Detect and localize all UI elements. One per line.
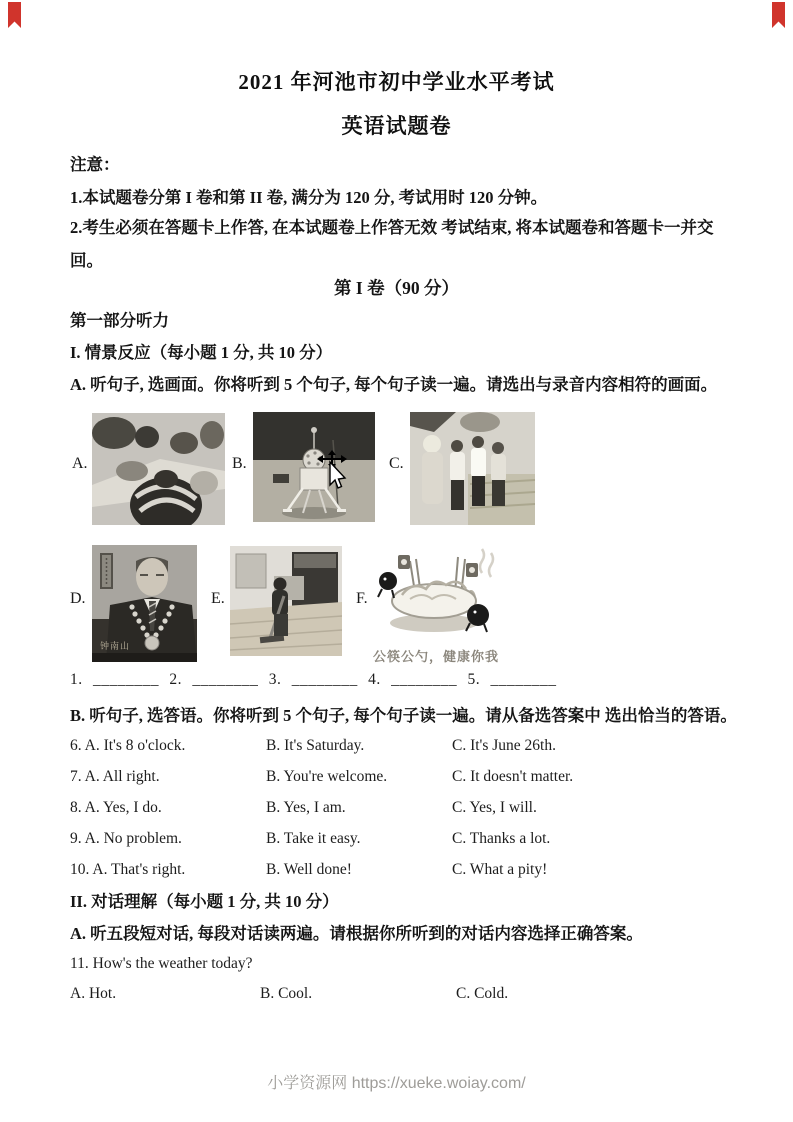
option-a: A. Hot. (70, 985, 117, 1002)
question-row-10 (70, 861, 730, 879)
picture-a-photo (92, 413, 225, 525)
picture-label-f: F. (356, 590, 368, 607)
picture-b-photo (253, 412, 375, 522)
answer-blanks: 1. ________ 2. ________ 3. ________ 4. ________ 5. ________ (70, 671, 557, 688)
option-b: B. Yes, I am. (266, 799, 346, 816)
picture-e-photo (230, 546, 342, 656)
option-a: 7. A. All right. (70, 768, 160, 785)
option-b: B. Well done! (266, 861, 352, 878)
picture-label-b: B. (232, 455, 247, 472)
option-a: 9. A. No problem. (70, 830, 182, 847)
picture-f-illustration (370, 543, 502, 643)
section1a-instruction: A. 听句子, 选画面。你将听到 5 个句子, 每个句子读一遍。请选出与录音内容相符的画面。 (70, 375, 718, 394)
corner-bookmark-icon (770, 2, 787, 32)
option-b: B. It's Saturday. (266, 737, 365, 754)
notice-label: 注意： (70, 155, 120, 174)
mouse-cursor-icon (317, 450, 347, 490)
option-c: C. It's June 26th. (452, 737, 556, 754)
question-row-7 (70, 768, 730, 786)
option-a: 8. A. Yes, I do. (70, 799, 162, 816)
option-b: B. Take it easy. (266, 830, 361, 847)
picture-label-c: C. (389, 455, 404, 472)
picture-f-caption: 公筷公勺，健康你我 (372, 649, 499, 664)
option-c: C. Yes, I will. (452, 799, 537, 816)
footer-watermark[interactable]: 小学资源网 https://xueke.woiay.com/ (267, 1075, 526, 1092)
question-row-6 (70, 737, 730, 755)
question-11-options (70, 985, 730, 1003)
page-title: 2021 年河池市初中学业水平考试 (238, 70, 555, 94)
picture-d (92, 545, 197, 662)
picture-d-signature: 钟南山 (100, 641, 131, 651)
option-a: 6. A. It's 8 o'clock. (70, 737, 186, 754)
picture-label-e: E. (211, 590, 225, 607)
picture-label-d: D. (70, 590, 86, 607)
corner-bookmark-icon (6, 2, 23, 32)
option-b: B. You're welcome. (266, 768, 388, 785)
section1-title: I. 情景反应（每小题 1 分, 共 10 分） (70, 343, 333, 362)
section1b-instruction: B. 听句子, 选答语。你将听到 5 个句子, 每个句子读一遍。请从备选答案中 选出恰当的答语。 (70, 706, 737, 725)
option-c: C. Cold. (456, 985, 509, 1002)
question-row-8 (70, 799, 730, 817)
paper-subtitle: 英语试题卷 (341, 114, 452, 138)
picture-c-photo (410, 412, 535, 525)
option-c: C. It doesn't matter. (452, 768, 574, 785)
section2-title: II. 对话理解（每小题 1 分, 共 10 分） (70, 892, 339, 911)
picture-f (370, 543, 502, 665)
option-c: C. Thanks a lot. (452, 830, 551, 847)
option-a: 10. A. That's right. (70, 861, 186, 878)
picture-e (230, 546, 342, 656)
part1-header: 第 I 卷（90 分） (334, 278, 459, 298)
picture-a (92, 413, 225, 525)
option-b: B. Cool. (260, 985, 313, 1002)
picture-c (410, 412, 535, 525)
notice-item-1: 1.本试题卷分第 I 卷和第 II 卷, 满分为 120 分, 考试用时 120 分钟。 (70, 188, 548, 207)
section2a-instruction: A. 听五段短对话, 每段对话读两遍。请根据你所听到的对话内容选择正确答案。 (70, 924, 643, 943)
listening-part-header: 第一部分听力 (70, 311, 169, 330)
question-11: 11. How's the weather today? (70, 955, 253, 972)
question-row-9 (70, 830, 730, 848)
picture-label-a: A. (72, 455, 88, 472)
option-c: C. What a pity! (452, 861, 548, 878)
picture-b (253, 412, 375, 522)
notice-item-2: 2.考生必须在答题卡上作答, 在本试题卷上作答无效 考试结束, 将本试题卷和答题卡一并交回。 (70, 218, 714, 270)
